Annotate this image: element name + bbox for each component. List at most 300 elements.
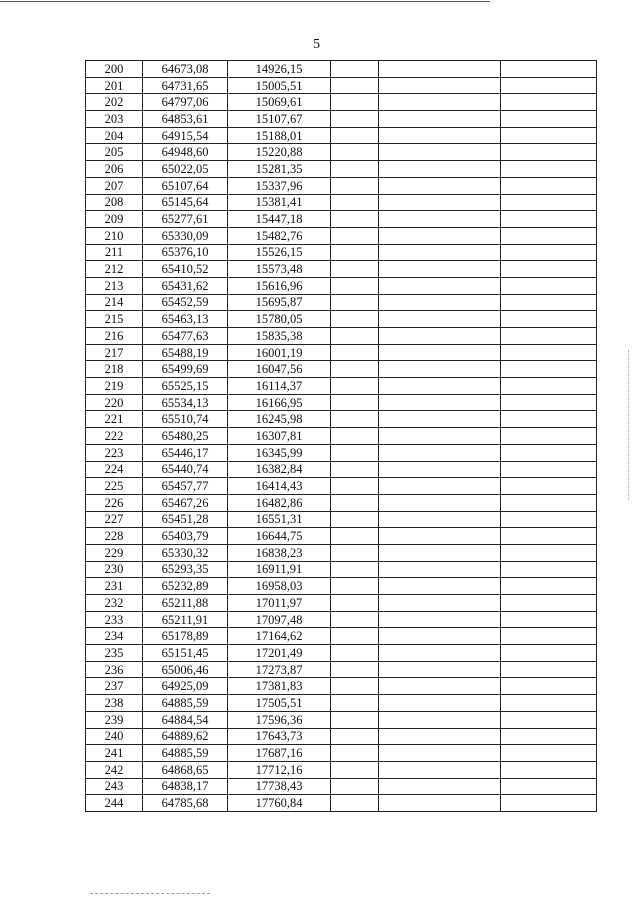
point-number-cell: 242 [86,761,143,778]
y-coordinate-cell: 15281,35 [228,161,331,178]
table-row [86,544,597,561]
point-number-cell: 238 [86,695,143,712]
top-rule [0,1,490,2]
point-number-cell: 216 [86,328,143,345]
y-coordinate-cell: 15482,76 [228,227,331,244]
x-coordinate-cell: 64853,61 [143,111,228,128]
empty-cell-2 [379,394,501,411]
x-coordinate-cell: 65410,52 [143,261,228,278]
empty-cell-3 [501,795,597,812]
y-coordinate-cell: 16345,99 [228,444,331,461]
empty-cell-3 [501,194,597,211]
empty-cell-3 [501,478,597,495]
empty-cell-1 [331,711,379,728]
empty-cell-3 [501,77,597,94]
empty-cell-2 [379,328,501,345]
empty-cell-2 [379,745,501,762]
empty-cell-2 [379,728,501,745]
y-coordinate-cell: 16001,19 [228,344,331,361]
empty-cell-2 [379,478,501,495]
y-coordinate-cell: 16245,98 [228,411,331,428]
table-row [86,478,597,495]
empty-cell-1 [331,544,379,561]
table-row [86,61,597,78]
point-number-cell: 236 [86,661,143,678]
table-row [86,578,597,595]
y-coordinate-cell: 15220,88 [228,144,331,161]
y-coordinate-cell: 16414,43 [228,478,331,495]
empty-cell-2 [379,428,501,445]
empty-cell-3 [501,511,597,528]
empty-cell-3 [501,561,597,578]
empty-cell-2 [379,361,501,378]
empty-cell-2 [379,595,501,612]
empty-cell-1 [331,561,379,578]
empty-cell-3 [501,378,597,395]
empty-cell-2 [379,194,501,211]
x-coordinate-cell: 64925,09 [143,678,228,695]
point-number-cell: 206 [86,161,143,178]
point-number-cell: 218 [86,361,143,378]
table-row [86,144,597,161]
empty-cell-2 [379,645,501,662]
empty-cell-2 [379,561,501,578]
empty-cell-3 [501,645,597,662]
point-number-cell: 210 [86,227,143,244]
x-coordinate-cell: 65232,89 [143,578,228,595]
table-row [86,611,597,628]
empty-cell-1 [331,478,379,495]
table-row [86,94,597,111]
y-coordinate-cell: 16114,37 [228,378,331,395]
x-coordinate-cell: 65480,25 [143,428,228,445]
empty-cell-3 [501,528,597,545]
x-coordinate-cell: 65330,32 [143,544,228,561]
y-coordinate-cell: 17097,48 [228,611,331,628]
x-coordinate-cell: 65488,19 [143,344,228,361]
empty-cell-1 [331,211,379,228]
x-coordinate-cell: 65457,77 [143,478,228,495]
y-coordinate-cell: 17201,49 [228,645,331,662]
point-number-cell: 214 [86,294,143,311]
empty-cell-1 [331,61,379,78]
table-row [86,277,597,294]
empty-cell-3 [501,277,597,294]
y-coordinate-cell: 17381,83 [228,678,331,695]
empty-cell-3 [501,761,597,778]
empty-cell-2 [379,227,501,244]
empty-cell-3 [501,311,597,328]
x-coordinate-cell: 64884,54 [143,711,228,728]
empty-cell-3 [501,695,597,712]
y-coordinate-cell: 15573,48 [228,261,331,278]
y-coordinate-cell: 16382,84 [228,461,331,478]
empty-cell-1 [331,511,379,528]
y-coordinate-cell: 17011,97 [228,595,331,612]
empty-cell-1 [331,411,379,428]
empty-cell-3 [501,261,597,278]
table-row [86,244,597,261]
y-coordinate-cell: 15447,18 [228,211,331,228]
empty-cell-1 [331,494,379,511]
empty-cell-2 [379,311,501,328]
x-coordinate-cell: 64885,59 [143,745,228,762]
empty-cell-2 [379,261,501,278]
y-coordinate-cell: 15780,05 [228,311,331,328]
x-coordinate-cell: 65440,74 [143,461,228,478]
y-coordinate-cell: 16838,23 [228,544,331,561]
empty-cell-3 [501,728,597,745]
table-row [86,394,597,411]
x-coordinate-cell: 64915,54 [143,127,228,144]
table-row [86,378,597,395]
x-coordinate-cell: 65376,10 [143,244,228,261]
x-coordinate-cell: 65145,64 [143,194,228,211]
x-coordinate-cell: 64785,68 [143,795,228,812]
empty-cell-1 [331,595,379,612]
y-coordinate-cell: 16307,81 [228,428,331,445]
point-number-cell: 204 [86,127,143,144]
table-row [86,444,597,461]
table-row [86,211,597,228]
empty-cell-1 [331,695,379,712]
empty-cell-1 [331,227,379,244]
table-row [86,795,597,812]
table-row [86,561,597,578]
empty-cell-2 [379,294,501,311]
y-coordinate-cell: 17164,62 [228,628,331,645]
point-number-cell: 225 [86,478,143,495]
x-coordinate-cell: 65431,62 [143,277,228,294]
empty-cell-2 [379,528,501,545]
empty-cell-1 [331,661,379,678]
table-row [86,661,597,678]
empty-cell-2 [379,177,501,194]
empty-cell-3 [501,127,597,144]
y-coordinate-cell: 15835,38 [228,328,331,345]
empty-cell-3 [501,611,597,628]
empty-cell-3 [501,745,597,762]
y-coordinate-cell: 15188,01 [228,127,331,144]
x-coordinate-cell: 65178,89 [143,628,228,645]
y-coordinate-cell: 17760,84 [228,795,331,812]
empty-cell-1 [331,761,379,778]
table-row [86,361,597,378]
page-number: 5 [313,37,320,52]
x-coordinate-cell: 65452,59 [143,294,228,311]
empty-cell-1 [331,394,379,411]
empty-cell-3 [501,227,597,244]
empty-cell-2 [379,761,501,778]
empty-cell-3 [501,361,597,378]
table-row [86,628,597,645]
empty-cell-2 [379,628,501,645]
y-coordinate-cell: 17738,43 [228,778,331,795]
x-coordinate-cell: 65499,69 [143,361,228,378]
table-row [86,127,597,144]
table-row [86,328,597,345]
table-row [86,294,597,311]
empty-cell-2 [379,494,501,511]
table-row [86,227,597,244]
x-coordinate-cell: 65277,61 [143,211,228,228]
empty-cell-1 [331,628,379,645]
point-number-cell: 244 [86,795,143,812]
x-coordinate-cell: 64889,62 [143,728,228,745]
y-coordinate-cell: 16644,75 [228,528,331,545]
point-number-cell: 209 [86,211,143,228]
x-coordinate-cell: 65211,91 [143,611,228,628]
point-number-cell: 223 [86,444,143,461]
empty-cell-1 [331,277,379,294]
point-number-cell: 233 [86,611,143,628]
empty-cell-3 [501,678,597,695]
y-coordinate-cell: 16958,03 [228,578,331,595]
y-coordinate-cell: 16551,31 [228,511,331,528]
empty-cell-3 [501,428,597,445]
table-row [86,77,597,94]
point-number-cell: 231 [86,578,143,595]
empty-cell-2 [379,795,501,812]
point-number-cell: 211 [86,244,143,261]
empty-cell-1 [331,528,379,545]
empty-cell-2 [379,544,501,561]
point-number-cell: 220 [86,394,143,411]
point-number-cell: 202 [86,94,143,111]
point-number-cell: 226 [86,494,143,511]
empty-cell-3 [501,294,597,311]
x-coordinate-cell: 64838,17 [143,778,228,795]
empty-cell-3 [501,711,597,728]
x-coordinate-cell: 65293,35 [143,561,228,578]
x-coordinate-cell: 65022,05 [143,161,228,178]
empty-cell-2 [379,161,501,178]
point-number-cell: 201 [86,77,143,94]
empty-cell-3 [501,661,597,678]
empty-cell-2 [379,444,501,461]
empty-cell-3 [501,394,597,411]
x-coordinate-cell: 64868,65 [143,761,228,778]
empty-cell-1 [331,328,379,345]
empty-cell-1 [331,578,379,595]
empty-cell-2 [379,61,501,78]
empty-cell-1 [331,461,379,478]
x-coordinate-cell: 65451,28 [143,511,228,528]
table-row [86,161,597,178]
point-number-cell: 227 [86,511,143,528]
empty-cell-3 [501,161,597,178]
point-number-cell: 213 [86,277,143,294]
point-number-cell: 212 [86,261,143,278]
point-number-cell: 207 [86,177,143,194]
empty-cell-3 [501,444,597,461]
empty-cell-2 [379,211,501,228]
empty-cell-2 [379,461,501,478]
empty-cell-3 [501,544,597,561]
y-coordinate-cell: 17273,87 [228,661,331,678]
empty-cell-2 [379,678,501,695]
empty-cell-1 [331,177,379,194]
empty-cell-2 [379,661,501,678]
empty-cell-3 [501,344,597,361]
x-coordinate-cell: 65534,13 [143,394,228,411]
point-number-cell: 200 [86,61,143,78]
x-coordinate-cell: 65403,79 [143,528,228,545]
table-row [86,595,597,612]
point-number-cell: 222 [86,428,143,445]
x-coordinate-cell: 65477,63 [143,328,228,345]
point-number-cell: 232 [86,595,143,612]
empty-cell-1 [331,94,379,111]
empty-cell-1 [331,645,379,662]
table-row [86,461,597,478]
table-row [86,261,597,278]
point-number-cell: 208 [86,194,143,211]
table-row [86,778,597,795]
table-row [86,177,597,194]
empty-cell-2 [379,695,501,712]
y-coordinate-cell: 15381,41 [228,194,331,211]
empty-cell-1 [331,611,379,628]
empty-cell-2 [379,411,501,428]
x-coordinate-cell: 64673,08 [143,61,228,78]
empty-cell-3 [501,328,597,345]
point-number-cell: 235 [86,645,143,662]
side-scan-marks [628,350,631,500]
point-number-cell: 215 [86,311,143,328]
empty-cell-1 [331,294,379,311]
empty-cell-1 [331,144,379,161]
point-number-cell: 221 [86,411,143,428]
y-coordinate-cell: 17687,16 [228,745,331,762]
empty-cell-3 [501,244,597,261]
empty-cell-1 [331,444,379,461]
point-number-cell: 234 [86,628,143,645]
table-row [86,511,597,528]
empty-cell-3 [501,494,597,511]
empty-cell-2 [379,111,501,128]
x-coordinate-cell: 65446,17 [143,444,228,461]
empty-cell-3 [501,778,597,795]
x-coordinate-cell: 65211,88 [143,595,228,612]
table-row [86,411,597,428]
empty-cell-1 [331,111,379,128]
y-coordinate-cell: 17712,16 [228,761,331,778]
point-number-cell: 243 [86,778,143,795]
y-coordinate-cell: 16482,86 [228,494,331,511]
empty-cell-1 [331,344,379,361]
x-coordinate-cell: 64948,60 [143,144,228,161]
table-row [86,528,597,545]
empty-cell-1 [331,161,379,178]
empty-cell-2 [379,378,501,395]
x-coordinate-cell: 64885,59 [143,695,228,712]
empty-cell-1 [331,127,379,144]
empty-cell-1 [331,378,379,395]
empty-cell-1 [331,77,379,94]
empty-cell-1 [331,678,379,695]
y-coordinate-cell: 15337,96 [228,177,331,194]
x-coordinate-cell: 65525,15 [143,378,228,395]
table-row [86,194,597,211]
point-number-cell: 217 [86,344,143,361]
empty-cell-2 [379,244,501,261]
empty-cell-3 [501,461,597,478]
x-coordinate-cell: 64797,06 [143,94,228,111]
point-number-cell: 228 [86,528,143,545]
point-number-cell: 229 [86,544,143,561]
empty-cell-3 [501,628,597,645]
empty-cell-2 [379,277,501,294]
empty-cell-2 [379,611,501,628]
empty-cell-1 [331,194,379,211]
empty-cell-2 [379,344,501,361]
y-coordinate-cell: 15616,96 [228,277,331,294]
y-coordinate-cell: 15526,15 [228,244,331,261]
y-coordinate-cell: 16047,56 [228,361,331,378]
empty-cell-2 [379,711,501,728]
y-coordinate-cell: 15107,67 [228,111,331,128]
empty-cell-3 [501,595,597,612]
empty-cell-1 [331,778,379,795]
point-number-cell: 237 [86,678,143,695]
table-row [86,711,597,728]
x-coordinate-cell: 65330,09 [143,227,228,244]
x-coordinate-cell: 65151,45 [143,645,228,662]
table-row [86,494,597,511]
coordinates-table-body [86,61,597,812]
empty-cell-1 [331,261,379,278]
x-coordinate-cell: 65510,74 [143,411,228,428]
table-row [86,344,597,361]
empty-cell-1 [331,795,379,812]
y-coordinate-cell: 17596,36 [228,711,331,728]
table-row [86,761,597,778]
empty-cell-1 [331,244,379,261]
empty-cell-3 [501,411,597,428]
empty-cell-1 [331,428,379,445]
empty-cell-2 [379,578,501,595]
y-coordinate-cell: 16166,95 [228,394,331,411]
empty-cell-3 [501,211,597,228]
point-number-cell: 240 [86,728,143,745]
empty-cell-2 [379,144,501,161]
y-coordinate-cell: 14926,15 [228,61,331,78]
empty-cell-3 [501,94,597,111]
y-coordinate-cell: 15069,61 [228,94,331,111]
bottom-scan-marks [90,893,210,894]
empty-cell-3 [501,111,597,128]
table-row [86,645,597,662]
y-coordinate-cell: 17643,73 [228,728,331,745]
table-row [86,695,597,712]
empty-cell-2 [379,778,501,795]
x-coordinate-cell: 65107,64 [143,177,228,194]
point-number-cell: 224 [86,461,143,478]
table-row [86,745,597,762]
x-coordinate-cell: 65006,46 [143,661,228,678]
empty-cell-3 [501,144,597,161]
empty-cell-2 [379,94,501,111]
empty-cell-1 [331,361,379,378]
point-number-cell: 219 [86,378,143,395]
point-number-cell: 203 [86,111,143,128]
empty-cell-2 [379,511,501,528]
empty-cell-2 [379,127,501,144]
table-row [86,428,597,445]
table-row [86,728,597,745]
point-number-cell: 239 [86,711,143,728]
